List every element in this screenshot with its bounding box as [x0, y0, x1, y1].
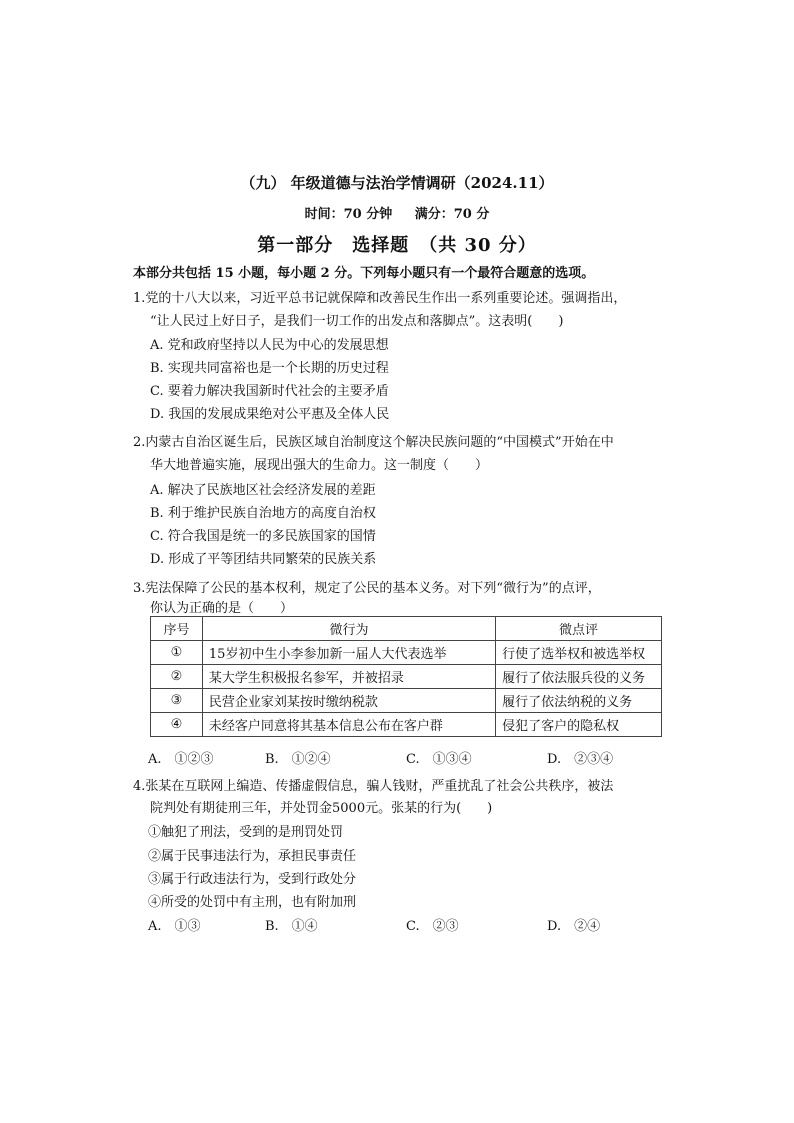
- q3-answer-b: B. ①②④: [265, 752, 331, 767]
- q3-answer-c: C. ①③④: [406, 752, 472, 767]
- exam-meta: [0, 203, 794, 222]
- table-cell-no: ④: [151, 713, 203, 737]
- q4-stem-line2: 院判处有期徒刑三年，并处罚金5000元。张某的行为( ): [150, 801, 493, 816]
- table-row: [151, 665, 662, 689]
- table-cell-action: 某大学生积极报名参军，并被招录: [202, 665, 495, 689]
- section-instruction: 本部分共包括 15 小题，每小题 2 分。下列每小题只有一个最符合题意的选项。: [133, 266, 595, 281]
- q2-stem-line1: 2.内蒙古自治区诞生后，民族区域自治制度这个解决民族问题的“中国模式”开始在中: [133, 435, 614, 450]
- table-header-no: 序号: [151, 617, 203, 641]
- q2-option-a: A. 解决了民族地区社会经济发展的差距: [150, 483, 376, 498]
- table-header-row: [151, 617, 662, 641]
- table-cell-no: ③: [151, 689, 203, 713]
- q4-statement-1: ①触犯了刑法，受到的是刑罚处罚: [148, 825, 344, 840]
- q2-option-d: D. 形成了平等团结共同繁荣的民族关系: [150, 552, 377, 567]
- q1-option-c: C. 要着力解决我国新时代社会的主要矛盾: [150, 384, 389, 399]
- exam-score: 满分：70 分: [414, 207, 490, 222]
- q1-stem-line1: 1.党的十八大以来，习近平总书记就保障和改善民生作出一系列重要论述。强调指出，: [133, 291, 627, 306]
- q2-option-b: B. 利于维护民族自治地方的高度自治权: [150, 506, 376, 521]
- table-cell-action: 15岁初中生小李参加新一届人大代表选举: [202, 641, 495, 665]
- table-cell-action: 民营企业家刘某按时缴纳税款: [202, 689, 495, 713]
- q2-stem-line2: 华大地普遍实施，展现出强大的生命力。这一制度（ ）: [150, 458, 489, 473]
- table-cell-review: 侵犯了客户的隐私权: [496, 713, 662, 737]
- q3-table: [150, 616, 662, 737]
- q4-statement-3: ③属于行政违法行为，受到行政处分: [148, 872, 357, 887]
- table-row: [151, 689, 662, 713]
- q4-answer-c: C. ②③: [406, 919, 459, 934]
- q3-stem-line2: 你认为正确的是（ ）: [150, 601, 294, 616]
- table-header-review: 微点评: [496, 617, 662, 641]
- exam-title: （九） 年级道德与法治学情调研（2024.11）: [240, 174, 554, 192]
- q2-option-c: C. 符合我国是统一的多民族国家的国情: [150, 529, 376, 544]
- q3-stem-line1: 3.宪法保障了公民的基本权利，规定了公民的基本义务。对下列“微行为”的点评，: [133, 581, 601, 596]
- table-cell-review: 行使了选举权和被选举权: [496, 641, 662, 665]
- q1-stem-line2: “让人民过上好日子，是我们一切工作的出发点和落脚点”。这表明( ): [150, 314, 564, 329]
- q4-answer-a: A. ①③: [148, 919, 201, 934]
- q4-answer-b: B. ①④: [265, 919, 318, 934]
- exam-time: 时间：70 分钟: [304, 207, 393, 222]
- table-header-action: 微行为: [202, 617, 495, 641]
- q1-option-a: A. 党和政府坚持以人民为中心的发展思想: [150, 338, 389, 353]
- table-cell-no: ②: [151, 665, 203, 689]
- table-row: [151, 713, 662, 737]
- q3-answer-d: D. ②③④: [547, 752, 614, 767]
- q4-statement-4: ④所受的处罚中有主刑，也有附加刑: [148, 895, 357, 910]
- table-cell-review: 履行了依法纳税的义务: [496, 689, 662, 713]
- table-cell-no: ①: [151, 641, 203, 665]
- table-cell-review: 履行了依法服兵役的义务: [496, 665, 662, 689]
- q4-statement-2: ②属于民事违法行为，承担民事责任: [148, 849, 357, 864]
- q4-stem-line1: 4.张某在互联网上编造、传播虚假信息，骗人钱财，严重扰乱了社会公共秩序，被法: [133, 779, 614, 794]
- q3-answer-a: A. ①②③: [148, 752, 214, 767]
- section-title: 第一部分 选择题 （共 30 分）: [257, 235, 537, 256]
- q1-option-d: D. 我国的发展成果绝对公平惠及全体人民: [150, 407, 390, 422]
- table-cell-action: 未经客户同意将其基本信息公布在客户群: [202, 713, 495, 737]
- q4-answer-d: D. ②④: [547, 919, 601, 934]
- q1-option-b: B. 实现共同富裕也是一个长期的历史过程: [150, 361, 389, 376]
- table-row: [151, 641, 662, 665]
